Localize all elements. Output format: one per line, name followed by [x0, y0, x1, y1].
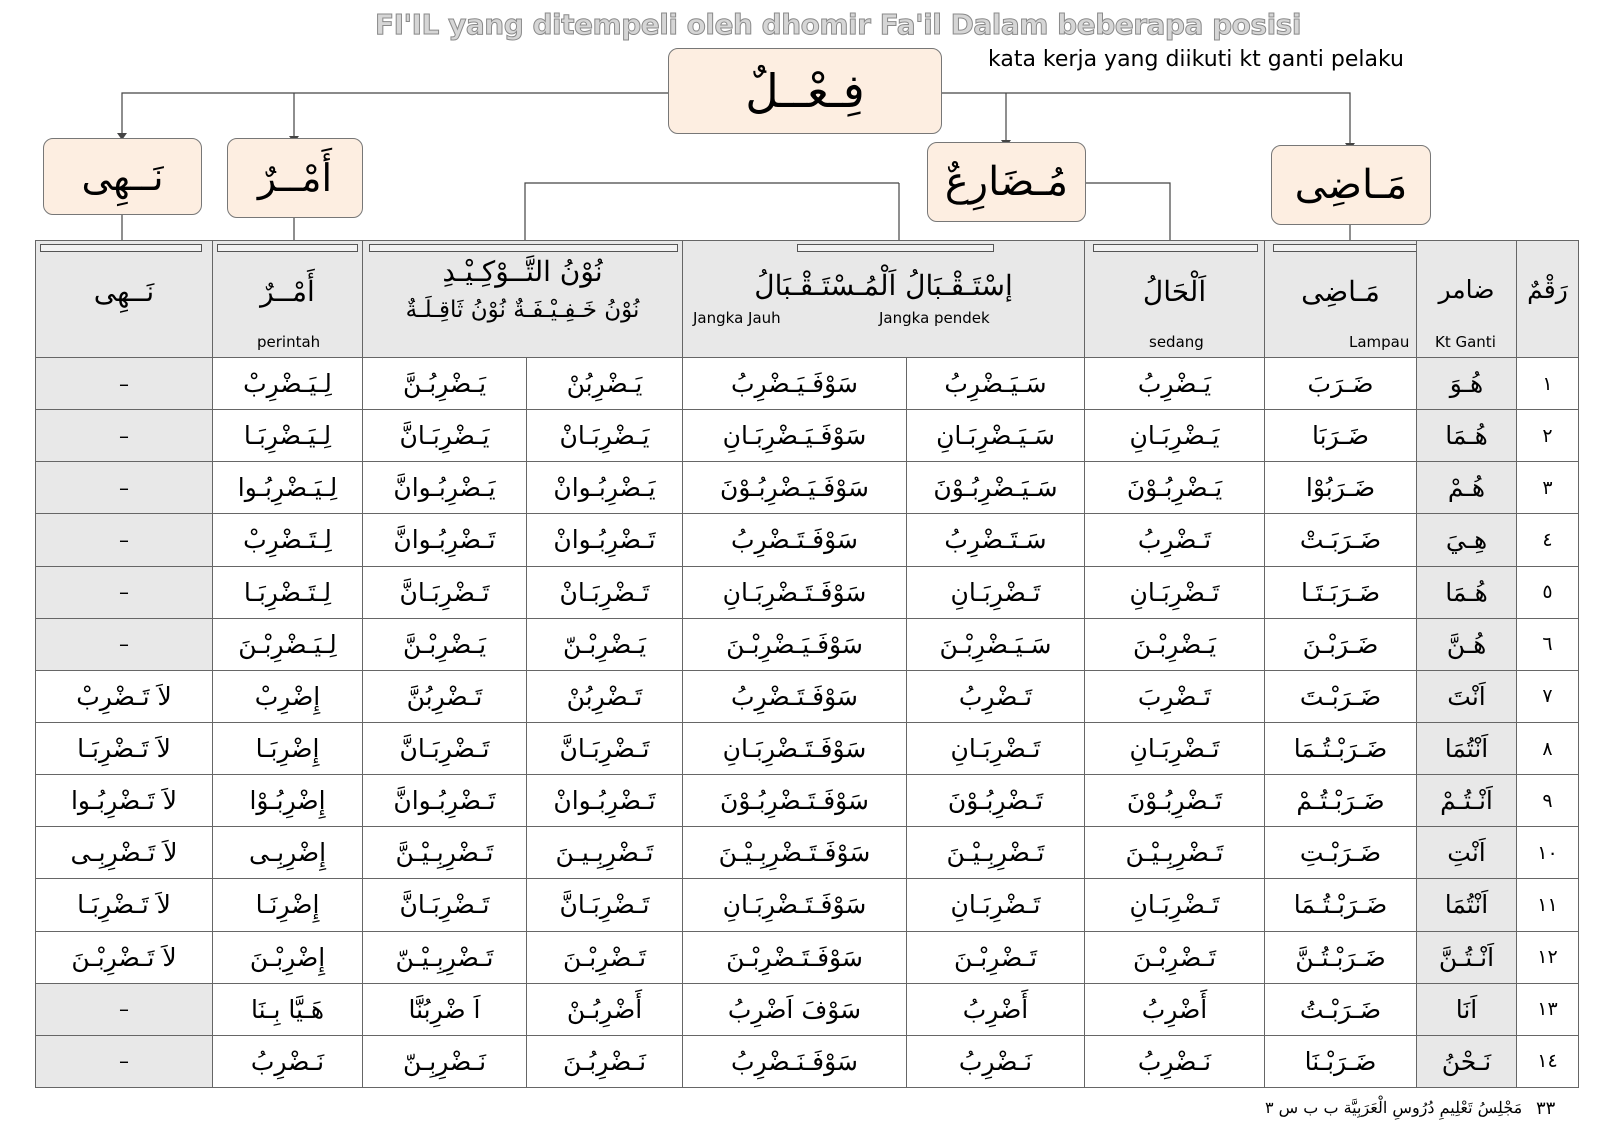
nahi-cell: لاَ تَـضْرِبْـنَ — [36, 931, 213, 983]
istiqbal-far-cell: سَوْفَـتَـضْرِبُـوْنَ — [683, 775, 907, 827]
nahi-header — [36, 241, 213, 358]
amr-cell: إِضْرِنَـا — [213, 879, 363, 931]
row-number: ١٠ — [1517, 827, 1579, 879]
dhamir-cell: هِـيَ — [1417, 514, 1517, 566]
dhamir-cell: هُـنَّ — [1417, 618, 1517, 670]
madhi-cell: ضَـرَبَـتَـا — [1265, 566, 1417, 618]
istiqbal-far-cell: سَوْفَـتَـضْرِبْـنَ — [683, 931, 907, 983]
khafifah-cell: يَـضْرِبْـنّ — [527, 618, 683, 670]
istiqbal-near-cell: سَـتَـضْرِبُ — [907, 514, 1085, 566]
table-row — [36, 618, 1579, 670]
nahi-cell: – — [36, 462, 213, 514]
hal-header-label: اَلْحَالُ — [1142, 275, 1207, 308]
hal-cell: تَـضْرِبُ — [1085, 514, 1265, 566]
table-row — [36, 410, 1579, 462]
table-row — [36, 983, 1579, 1035]
mudhori-box: مُـضَارِعٌ — [927, 142, 1086, 222]
table-row — [36, 827, 1579, 879]
amr-cell: إِضْرِبِـى — [213, 827, 363, 879]
madhi-cell: ضَـرَبَا — [1265, 410, 1417, 462]
taukid-subheader-label: نُوْنُ خَـفِـيْـفَـةٌ نُوْنُ ثَاقِـلَـةٌ — [405, 297, 640, 323]
dhamir-header-label: ضامر — [1438, 275, 1495, 304]
amr-cell: نَـضْرِبُ — [213, 1035, 363, 1087]
nahi-cell: – — [36, 1035, 213, 1087]
tsaqilah-cell: تَـضْرِبَـانَّ — [363, 722, 527, 774]
row-number: ١١ — [1517, 879, 1579, 931]
amr-cell: إِضْرِبْ — [213, 670, 363, 722]
tsaqilah-cell: يَـضْرِبَـانَّ — [363, 410, 527, 462]
khafifah-cell: يَـضْرِبُـوانْ — [527, 462, 683, 514]
madhi-cell: ضَـرَبَ — [1265, 358, 1417, 410]
row-number: ٨ — [1517, 722, 1579, 774]
amr-cell: إِضْرِبْـنَ — [213, 931, 363, 983]
istiqbal-far-cell: سَوْفَـيَـضْرِبْـنَ — [683, 618, 907, 670]
amr-cell: لِـيَـضْرِبْ — [213, 358, 363, 410]
amr-cell: هَـيَّا بِـنَا — [213, 983, 363, 1035]
tsaqilah-cell: تَـضْرِبِـيْـنّ — [363, 931, 527, 983]
nahi-box: نَــهِى — [43, 138, 202, 215]
istiqbal-near-cell: تَـضْرِبَـانِ — [907, 566, 1085, 618]
amr-cell: لِـيَـضْرِبْـنَ — [213, 618, 363, 670]
hal-cell: يَـضْرِبُ — [1085, 358, 1265, 410]
madhi-header — [1265, 241, 1417, 358]
nahi-cell: – — [36, 566, 213, 618]
row-number: ٢ — [1517, 410, 1579, 462]
hal-cell: تَـضْرِبَـانِ — [1085, 879, 1265, 931]
amr-latin-label: perintah — [257, 333, 321, 351]
amr-cell: لِـتَـضْرِبَـا — [213, 566, 363, 618]
hal-cell: يَـضْرِبْـنَ — [1085, 618, 1265, 670]
table-row — [36, 722, 1579, 774]
table-row — [36, 566, 1579, 618]
madhi-latin-label: Lampau — [1349, 333, 1410, 351]
istiqbal-far-cell: سَوْفَـتَـضْرِبُ — [683, 670, 907, 722]
dhamir-cell: اَنْتُمَا — [1417, 879, 1517, 931]
amr-header — [213, 241, 363, 358]
hal-latin-label: sedang — [1149, 333, 1204, 351]
row-number: ١٤ — [1517, 1035, 1579, 1087]
dhamir-cell: اَنْتُمَا — [1417, 722, 1517, 774]
nahi-cell: – — [36, 410, 213, 462]
istiqbal-far-cell: سَوْفَـتَـضْرِبَـانِ — [683, 722, 907, 774]
hal-cell: تَـضْرِبَ — [1085, 670, 1265, 722]
khafifah-cell: تَـضْرِبُـوانْ — [527, 514, 683, 566]
hal-cell: تَـضْرِبِـيْـنَ — [1085, 827, 1265, 879]
fiil-root-box: فِـعْــلٌ — [668, 48, 942, 134]
table-row — [36, 358, 1579, 410]
istiqbal-far-label: Jangka Jauh — [693, 309, 781, 327]
nahi-header-label: نَــهِى — [93, 275, 155, 308]
row-number: ١ — [1517, 358, 1579, 410]
dhamir-cell: اَنْـتُـمْ — [1417, 775, 1517, 827]
khafifah-cell: يَـضْرِبُنْ — [527, 358, 683, 410]
raqm-header-label: رَقْمٌ — [1527, 275, 1568, 304]
header-row — [36, 241, 1579, 358]
nahi-cell: لاَ تَـضْرِبُـوا — [36, 775, 213, 827]
nahi-cell: لاَ تَـضْرِبْ — [36, 670, 213, 722]
row-number: ٥ — [1517, 566, 1579, 618]
table-row — [36, 462, 1579, 514]
row-number: ٩ — [1517, 775, 1579, 827]
nahi-cell: – — [36, 618, 213, 670]
istiqbal-far-cell: سَوْفَـيَـضْرِبُـوْنَ — [683, 462, 907, 514]
tsaqilah-cell: يَـضْرِبُـوانَّ — [363, 462, 527, 514]
amr-cell: لِـتَـضْرِبْ — [213, 514, 363, 566]
khafifah-cell: نَـضْرِبُـنَ — [527, 1035, 683, 1087]
istiqbal-header-label: إسْتَـقْـبَالُ اَلْمُـسْتَـقْـبَالُ — [754, 269, 1013, 302]
madhi-cell: ضَـرَبْـتُـمَا — [1265, 722, 1417, 774]
istiqbal-far-cell: سَوْفَ اَضْرِبُ — [683, 983, 907, 1035]
page-number: ٣٣ — [1536, 1098, 1556, 1119]
istiqbal-near-cell: تَـضْرِبْـنَ — [907, 931, 1085, 983]
istiqbal-near-cell: تَـضْرِبُـوْنَ — [907, 775, 1085, 827]
khafifah-cell: تَـضْرِبَـانْ — [527, 566, 683, 618]
table-row — [36, 670, 1579, 722]
nahi-cell: – — [36, 514, 213, 566]
row-number: ٤ — [1517, 514, 1579, 566]
tsaqilah-cell: يَـضْرِبْـنَّ — [363, 618, 527, 670]
khafifah-cell: أَضْرِبُـنْ — [527, 983, 683, 1035]
istiqbal-far-cell: سَوْفَـيَـضْرِبَـانِ — [683, 410, 907, 462]
amr-cell: لِـيَـضْرِبَـا — [213, 410, 363, 462]
amr-cell: لِـيَـضْرِبُـوا — [213, 462, 363, 514]
dhamir-cell: هُـمَا — [1417, 410, 1517, 462]
istiqbal-far-cell: سَوْفَـنَـضْرِبُ — [683, 1035, 907, 1087]
dhamir-cell: هُـمْ — [1417, 462, 1517, 514]
page-title: FI'IL yang ditempeli oleh dhomir Fa'il Dalam beberapa posisi — [375, 8, 1301, 41]
dhamir-cell: اَنَا — [1417, 983, 1517, 1035]
istiqbal-near-cell: أَضْرِبُ — [907, 983, 1085, 1035]
hal-cell: نَـضْرِبُ — [1085, 1035, 1265, 1087]
taukid-header-label: نُوْنُ التَّــوْكِـيْـدِ — [442, 255, 603, 288]
dhamir-cell: اَنْـتُـنَّ — [1417, 931, 1517, 983]
madhi-cell: ضَـرَبْـتَ — [1265, 670, 1417, 722]
nahi-cell: لاَ تَـضْرِبِـى — [36, 827, 213, 879]
table-row — [36, 931, 1579, 983]
hal-cell: تَـضْرِبُـوْنَ — [1085, 775, 1265, 827]
tsaqilah-cell: تَـضْرِبُـوانَّ — [363, 514, 527, 566]
taukid-header — [363, 241, 683, 358]
istiqbal-near-label: Jangka pendek — [879, 309, 990, 327]
madhi-box: مَـاضِى — [1271, 145, 1431, 225]
hal-cell: يَـضْرِبَـانِ — [1085, 410, 1265, 462]
tsaqilah-cell: تَـضْرِبَـانَّ — [363, 566, 527, 618]
madhi-cell: ضَـرَبَـتْ — [1265, 514, 1417, 566]
madhi-cell: ضَـرَبْـتُـنَّ — [1265, 931, 1417, 983]
tsaqilah-cell: تَـضْرِبُـوانَّ — [363, 775, 527, 827]
row-number: ١٣ — [1517, 983, 1579, 1035]
dhamir-cell: نَـحْنُ — [1417, 1035, 1517, 1087]
istiqbal-header — [683, 241, 1085, 358]
istiqbal-near-cell: سَـيَـضْرِبُ — [907, 358, 1085, 410]
madhi-cell: ضَـرَبْـنَا — [1265, 1035, 1417, 1087]
row-number: ٣ — [1517, 462, 1579, 514]
dhamir-latin-label: Kt Ganti — [1435, 333, 1496, 351]
istiqbal-far-cell: سَوْفَـتَـضْرِبَـانِ — [683, 879, 907, 931]
nahi-cell: – — [36, 358, 213, 410]
tsaqilah-cell: تَـضْرِبُنَّ — [363, 670, 527, 722]
amr-cell: إِضْرِبَـا — [213, 722, 363, 774]
hal-cell: أَضْرِبُ — [1085, 983, 1265, 1035]
hal-header — [1085, 241, 1265, 358]
dhamir-cell: اَنْتِ — [1417, 827, 1517, 879]
istiqbal-near-cell: تَـضْرِبُ — [907, 670, 1085, 722]
madhi-cell: ضَـرَبْـتِ — [1265, 827, 1417, 879]
nahi-cell: لاَ تَـضْرِبَـا — [36, 879, 213, 931]
madhi-cell: ضَـرَبْـنَ — [1265, 618, 1417, 670]
khafifah-cell: تَـضْرِبِـيـنَ — [527, 827, 683, 879]
amr-box: أَمْــرٌ — [227, 138, 363, 218]
hal-cell: يَـضْرِبُـوْنَ — [1085, 462, 1265, 514]
tsaqilah-cell: تَـضْرِبِـيْـنَّ — [363, 827, 527, 879]
istiqbal-near-cell: نَـضْرِبُ — [907, 1035, 1085, 1087]
nahi-cell: لاَ تَـضْرِبَـا — [36, 722, 213, 774]
istiqbal-near-cell: تَـضْرِبَـانِ — [907, 722, 1085, 774]
istiqbal-near-cell: تَـضْرِبِـيْـنَ — [907, 827, 1085, 879]
istiqbal-far-cell: سَوْفَـتَـضْرِبَـانِ — [683, 566, 907, 618]
raqm-header — [1517, 241, 1579, 358]
khafifah-cell: تَـضْرِبَـانَّ — [527, 879, 683, 931]
nahi-cell: – — [36, 983, 213, 1035]
hal-cell: تَـضْرِبَـانِ — [1085, 722, 1265, 774]
istiqbal-far-cell: سَوْفَـتَـضْرِبُ — [683, 514, 907, 566]
amr-header-label: أَمْــرٌ — [260, 275, 315, 308]
istiqbal-near-cell: سَـيَـضْرِبَـانِ — [907, 410, 1085, 462]
madhi-cell: ضَـرَبْـتُ — [1265, 983, 1417, 1035]
dhamir-cell: هُـوَ — [1417, 358, 1517, 410]
dhamir-cell: اَنْتَ — [1417, 670, 1517, 722]
madhi-header-label: مَـاضِى — [1301, 275, 1380, 308]
page-subtitle: kata kerja yang diikuti kt ganti pelaku — [988, 47, 1404, 72]
istiqbal-near-cell: سَـيَـضْرِبْـنَ — [907, 618, 1085, 670]
source-note: مَجْلِسُ تَعْلِيمِ دُرُوسِ الْعَرَبِيَّة ب ب س ٣ — [1265, 1098, 1523, 1117]
dhamir-cell: هُـمَا — [1417, 566, 1517, 618]
istiqbal-far-cell: سَوْفَـتَـضْرِبِـيْـنَ — [683, 827, 907, 879]
conjugation-table — [35, 240, 1579, 1088]
row-number: ١٢ — [1517, 931, 1579, 983]
khafifah-cell: يَـضْرِبَـانْ — [527, 410, 683, 462]
table-row — [36, 514, 1579, 566]
madhi-cell: ضَـرَبْـتُـمْ — [1265, 775, 1417, 827]
amr-cell: إِضْرِبُـوْا — [213, 775, 363, 827]
table-row — [36, 775, 1579, 827]
istiqbal-far-cell: سَوْفَـيَـضْرِبُ — [683, 358, 907, 410]
hal-cell: تَـضْرِبَـانِ — [1085, 566, 1265, 618]
table-row — [36, 879, 1579, 931]
hal-cell: تَـضْرِبْـنَ — [1085, 931, 1265, 983]
khafifah-cell: تَـضْرِبْـنَ — [527, 931, 683, 983]
dhamir-header — [1417, 241, 1517, 358]
khafifah-cell: تَـضْرِبَـانَّ — [527, 722, 683, 774]
row-number: ٦ — [1517, 618, 1579, 670]
madhi-cell: ضَـرَبُوْا — [1265, 462, 1417, 514]
tsaqilah-cell: تَـضْرِبَـانَّ — [363, 879, 527, 931]
tsaqilah-cell: نَـضْرِبِـنّ — [363, 1035, 527, 1087]
table-row — [36, 1035, 1579, 1087]
tsaqilah-cell: يَـضْرِبُـنَّ — [363, 358, 527, 410]
istiqbal-near-cell: سَـيَـضْرِبُـوْنَ — [907, 462, 1085, 514]
khafifah-cell: تَـضْرِبُنْ — [527, 670, 683, 722]
istiqbal-near-cell: تَـضْرِبَـانِ — [907, 879, 1085, 931]
tsaqilah-cell: اَ ضْرِبُنَّا — [363, 983, 527, 1035]
row-number: ٧ — [1517, 670, 1579, 722]
madhi-cell: ضَـرَبْـتُـمَا — [1265, 879, 1417, 931]
khafifah-cell: تَـضْرِبُـوانْ — [527, 775, 683, 827]
